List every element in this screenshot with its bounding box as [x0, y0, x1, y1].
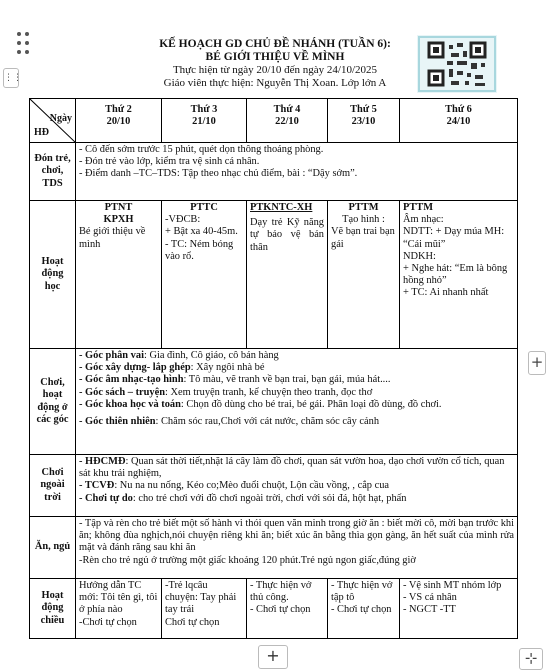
day-header: Thứ 2 20/10: [76, 99, 162, 143]
corner-label-day: Ngày: [49, 113, 72, 124]
table-row-an-ngu: [30, 517, 518, 579]
day-header: Thứ 6 24/10: [400, 99, 518, 143]
afternoon-tuesday: -Trẻ lqcâu chuyện: Tay phải tay trái Chơi tự chọn: [162, 579, 247, 639]
document-title: KẾ HOẠCH GD CHỦ ĐỀ NHÁNH (TUẦN 6):: [159, 38, 391, 50]
corner-label-activity: HĐ: [34, 127, 49, 138]
list-item: - Góc sách – truyện: Xem truyện tranh, kể chuyện theo tranh, đọc thơ: [79, 386, 373, 398]
add-row-button[interactable]: +: [258, 645, 288, 669]
lesson-thursday: PTTM Tạo hình : Vẽ bạn trai bạn gái: [328, 201, 400, 349]
afternoon-friday: - Vệ sinh MT nhóm lớp - VS cá nhân - NGCT -TT: [400, 579, 518, 639]
row-label-hoat-dong-hoc: Hoạt động học: [30, 201, 76, 349]
an-ngu-content: - Tập và rèn cho trẻ biết một số hành vi thói quen văn minh trong giờ ăn : biết mời cô, mời bạn trước khi ăn; không đùa nghịch,nói chuyện riêng khi ăn; biết xúc ăn bằng thìa gọn gàng, ăn hết suất của mình rửa mặt và đánh răng sau khi ăn -Rèn cho trẻ ngủ ở trường một giấc khoảng 120 phút.Trẻ ngủ ngon giấc,đúng giờ: [76, 517, 518, 579]
table-row-days: [30, 99, 518, 143]
table-row-chieu: [30, 579, 518, 639]
table-row-don-tre: [30, 143, 518, 201]
day-header: Thứ 5 23/10: [328, 99, 400, 143]
list-item: - Góc khoa học và toán: Chọn đồ dùng cho bé trai, bé gái. Phân loại đồ dùng, đồ chơi.: [79, 398, 442, 410]
list-item: - Chơi tự do: cho trẻ chơi với đồ chơi ngoài trời, chơi với sỏi đá, hột hạt, phấn: [79, 492, 407, 504]
lesson-tuesday: PTTC -VĐCB: + Bật xa 40-45m. - TC: Ném bóng vào rổ.: [162, 201, 247, 349]
row-label-chieu: Hoạt động chiều: [30, 579, 76, 639]
row-label-an-ngu: Ăn, ngủ: [30, 517, 76, 579]
drag-handle-icon[interactable]: [17, 32, 33, 56]
row-label-don-tre: Đón trẻ, chơi, TDS: [30, 143, 76, 201]
day-header: Thứ 4 22/10: [247, 99, 328, 143]
resize-handle-icon[interactable]: ⊹: [519, 648, 543, 670]
date-range: Thực hiện từ ngày 20/10 đến ngày 24/10/2025: [172, 64, 378, 76]
afternoon-thursday: - Thực hiện vở tập tô - Chơi tự chọn: [328, 579, 400, 639]
table-row-choi-goc: [30, 349, 518, 455]
list-item: - TCVĐ: Nu na nu nống, Kéo co;Mèo đuổi chuột, Lộn cầu vồng, , cắp cua: [79, 480, 390, 492]
document-subtitle: BÉ GIỚI THIỆU VỀ MÌNH: [205, 51, 345, 63]
row-label-ngoai-troi: Chơi ngoài trời: [30, 455, 76, 517]
teacher-info: Giáo viên thực hiện: Nguyễn Thị Xoan. Lớp lớn A: [163, 77, 387, 89]
table-row-hoat-dong-hoc: [30, 201, 518, 349]
weekly-plan-table: [29, 98, 518, 639]
row-handle-icon[interactable]: ⋮⋮: [3, 68, 19, 88]
afternoon-wednesday: - Thực hiện vở thủ công. - Chơi tự chọn: [247, 579, 328, 639]
list-item: - HĐCMĐ: Quan sát thời tiết,nhặt lá cây làm đồ chơi, quan sát vườn hoa, dạo chơi vườn cổ tích, quan sát khu trải nghiệm,: [79, 456, 505, 480]
list-item: - Góc thiên nhiên: Chăm sóc rau,Chơi với cát nước, chăm sóc cây cảnh: [79, 416, 380, 428]
afternoon-monday: Hướng dẫn TC mới: Tôi tên gì, tôi ở phía nào -Chơi tự chọn: [76, 579, 162, 639]
corner-cell: [30, 99, 76, 143]
don-tre-content: - Cô đến sớm trước 15 phút, quét dọn thông thoáng phòng. - Đón trẻ vào lớp, kiểm tra vệ sinh cá nhân. - Điểm danh –TC–TDS: Tập theo nhạc chủ điểm, bài : “Dậy sớm”.: [76, 143, 518, 201]
day-header: Thứ 3 21/10: [162, 99, 247, 143]
table-row-ngoai-troi: [30, 455, 518, 517]
list-item: - Góc xây dựng- lắp ghép: Xây ngôi nhà bé: [79, 362, 265, 374]
lesson-wednesday: PTKNTC-XH Dạy trẻ Kỹ năng tự bảo vệ bản thân: [247, 201, 328, 349]
ngoai-troi-content: [76, 455, 518, 517]
list-item: - Góc âm nhạc-tạo hình: Tô màu, vẽ tranh về bạn trai, bạn gái, múa hát....: [79, 374, 391, 386]
lesson-monday: PTNT KPXH Bé giới thiệu về mình: [76, 201, 162, 349]
row-label-choi-goc: Chơi, hoạt động ở các góc: [30, 349, 76, 455]
lesson-friday: PTTM Âm nhạc: NDTT: + Dạy múa MH: “Cái mũi” NDKH: + Nghe hát: “Em là bông hồng nhỏ” + TC: Ai nhanh nhất: [400, 201, 518, 349]
document-header: [110, 38, 440, 90]
add-column-button[interactable]: +: [528, 351, 546, 375]
choi-goc-content: [76, 349, 518, 455]
list-item: - Góc phân vai: Gia đình, Cô giáo, cô bán hàng: [79, 350, 279, 361]
